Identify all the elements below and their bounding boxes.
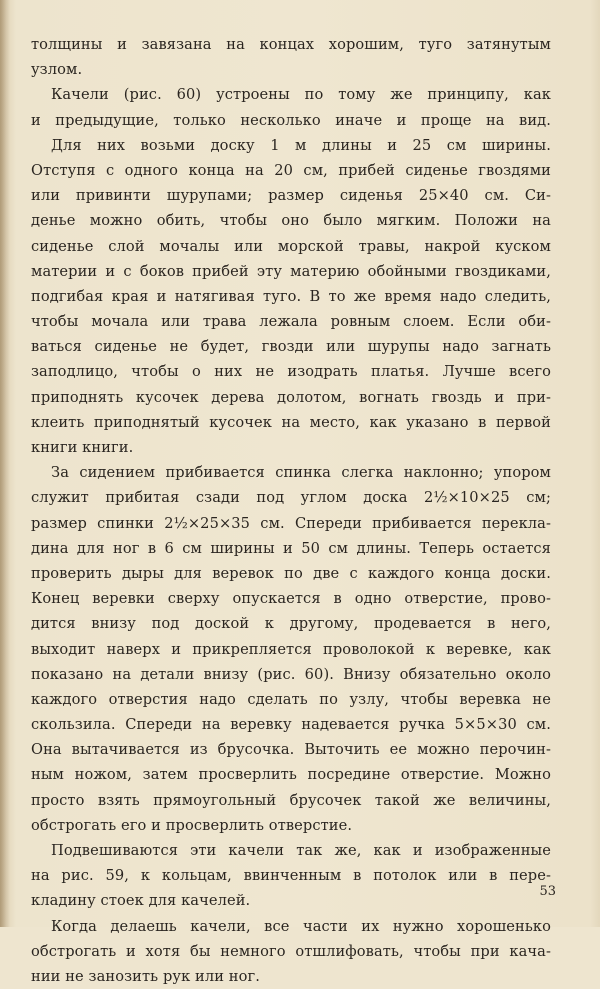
paragraph-start: Качели (рис. 60) устроены по тому же принципу, как: [51, 86, 551, 104]
text-line: Конец веревки сверху опускается в одно отверстие, прово-: [31, 590, 551, 608]
text-line: скользила. Спереди на веревку надевается ручка 5×5×30 см.: [31, 716, 551, 734]
text-line: Она вытачивается из брусочка. Выточить ее можно перочин-: [31, 741, 551, 759]
text-line: нии не занозить рук или ног.: [31, 967, 260, 985]
text-line: каждого отверстия надо сделать по узлу, чтобы веревка не: [31, 690, 551, 708]
text-line: материи и с боков прибей эту материю обойными гвоздиками,: [31, 262, 551, 280]
text-line: дина для ног в 6 см ширины и 50 см длины. Теперь остается: [31, 539, 551, 557]
text-line: подгибая края и натягивая туго. В то же время надо следить,: [31, 287, 551, 305]
page-number: 53: [539, 884, 556, 899]
text-line: служит прибитая сзади под углом доска 2½×10×25 см;: [31, 489, 551, 507]
text-line: толщины и завязана на концах хорошим, туго затянутым: [31, 36, 551, 53]
text-line: дится внизу под доской к другому, продевается в него,: [31, 615, 551, 633]
text-line: заподлицо, чтобы о них не изодрать платья. Лучше всего: [31, 363, 551, 381]
paragraph-start: Когда делаешь качели, все части их нужно хорошенько: [51, 917, 551, 935]
text-line: клеить приподнятый кусочек на место, как указано в первой: [31, 413, 551, 431]
text-line: проверить дыры для веревок по две с каждого конца доски.: [31, 564, 551, 582]
paragraph-start: За сидением прибивается спинка слегка наклонно; упором: [51, 464, 551, 482]
text-line: узлом.: [31, 61, 83, 79]
text-line: обстрогать его и просверлить отверстие.: [31, 816, 353, 834]
text-line: сиденье слой мочалы или морской травы, накрой куском: [31, 237, 551, 255]
text-line: денье можно обить, чтобы оно было мягким. Положи на: [31, 212, 551, 230]
text-line: размер спинки 2½×25×35 см. Спереди прибивается перекла-: [31, 514, 551, 532]
text-line: и предыдущие, только несколько иначе и проще на вид.: [31, 111, 551, 129]
text-line: обстрогать и хотя бы немного отшлифовать, чтобы при кача-: [31, 942, 551, 960]
text-line: кладину стоек для качелей.: [31, 892, 251, 910]
text-line: просто взять прямоугольный брусочек такой же величины,: [31, 791, 551, 809]
text-line: чтобы мочала или трава лежала ровным слоем. Если оби-: [31, 313, 551, 331]
spine-shadow: [0, 0, 10, 927]
paragraph-start: Для них возьми доску 1 м длины и 25 см ширины.: [51, 136, 551, 154]
text-line: выходит наверх и прикрепляется проволокой к веревке, как: [31, 640, 551, 658]
body-text: [31, 32, 551, 989]
text-line: или привинти шурупами; размер сиденья 25×40 см. Си-: [31, 187, 551, 205]
text-line: ваться сиденье не будет, гвозди или шурупы надо загнать: [31, 338, 551, 356]
text-line: приподнять кусочек дерева долотом, вогнать гвоздь и при-: [31, 388, 551, 406]
text-line: ным ножом, затем просверлить посредине отверстие. Можно: [31, 766, 551, 784]
text-line: показано на детали внизу (рис. 60). Внизу обязательно около: [31, 665, 551, 683]
text-line: книги книги.: [31, 439, 134, 456]
text-line: Отступя с одного конца на 20 см, прибей сиденье гвоздями: [31, 161, 551, 179]
text-line: на рис. 59, к кольцам, ввинченным в потолок или в пере-: [31, 867, 551, 885]
paragraph-start: Подвешиваются эти качели так же, как и изображенные: [51, 842, 551, 859]
